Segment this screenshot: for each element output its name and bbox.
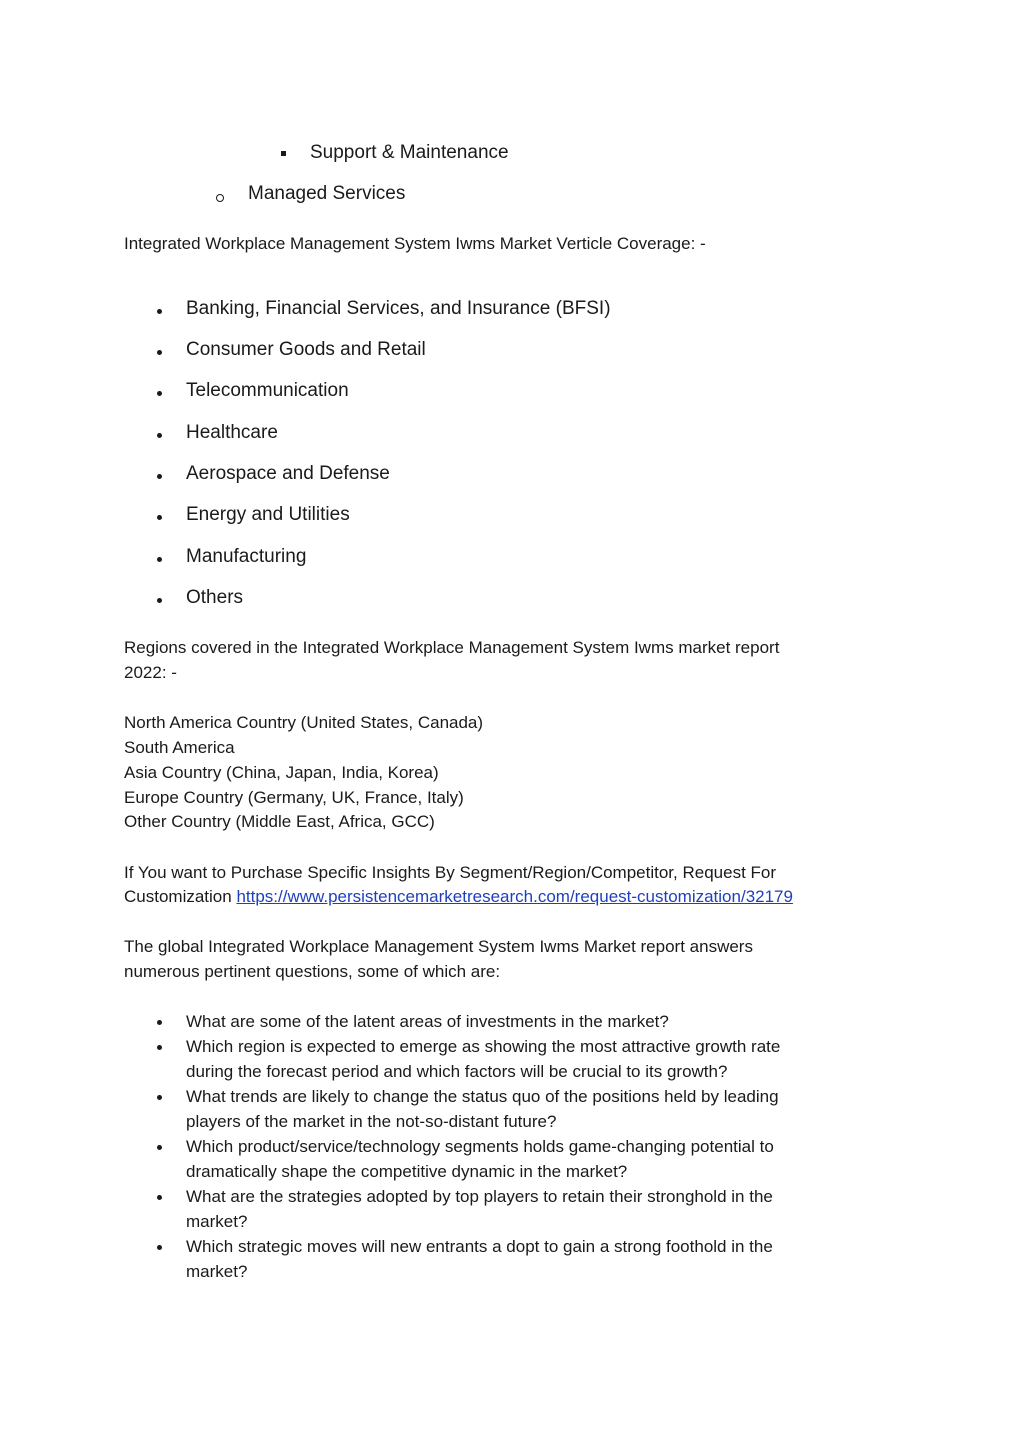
vertical-item: Aerospace and Defense — [186, 463, 390, 484]
regions-heading-line1: Regions covered in the Integrated Workplace Management System Iwms market report — [124, 638, 780, 657]
question-item: Which region is expected to emerge as showing the most attractive growth rate — [186, 1037, 781, 1056]
questions-intro-line2: numerous pertinent questions, some of which are: — [124, 962, 501, 981]
vertical-item: Manufacturing — [186, 546, 307, 567]
bullet-icon — [157, 1245, 162, 1250]
regions-heading-line2: 2022: - — [124, 663, 177, 682]
question-item: What are some of the latent areas of investments in the market? — [186, 1012, 669, 1031]
question-item: What are the strategies adopted by top players to retain their stronghold in the — [186, 1187, 773, 1206]
bullet-icon — [157, 1095, 162, 1100]
vertical-item: Consumer Goods and Retail — [186, 339, 426, 360]
region-item: Europe Country (Germany, UK, France, Italy) — [124, 788, 464, 807]
bullet-icon — [157, 474, 162, 479]
question-item: What trends are likely to change the status quo of the positions held by leading — [186, 1087, 779, 1106]
bullet-icon — [157, 433, 162, 438]
region-item: South America — [124, 738, 235, 757]
bullet-icon — [157, 309, 162, 314]
vertical-item: Healthcare — [186, 422, 278, 443]
region-item: Asia Country (China, Japan, India, Korea) — [124, 763, 439, 782]
list-item-managed-services: Managed Services — [248, 183, 406, 204]
question-item: Which strategic moves will new entrants a dopt to gain a strong foothold in the — [186, 1237, 773, 1256]
bullet-icon — [157, 598, 162, 603]
question-item: Which product/service/technology segments holds game-changing potential to — [186, 1137, 774, 1156]
question-item-continued: during the forecast period and which factors will be crucial to its growth? — [186, 1062, 728, 1081]
verticals-heading: Integrated Workplace Management System Iwms Market Verticle Coverage: - — [124, 234, 706, 253]
list-item-support-maintenance: Support & Maintenance — [310, 142, 509, 163]
question-item-continued: players of the market in the not-so-distant future? — [186, 1112, 557, 1131]
vertical-item: Banking, Financial Services, and Insurance (BFSI) — [186, 298, 611, 319]
question-item-continued: market? — [186, 1212, 248, 1231]
customization-text-line2 — [124, 888, 793, 905]
bullet-icon — [157, 1195, 162, 1200]
vertical-item: Telecommunication — [186, 380, 349, 401]
question-item-continued: dramatically shape the competitive dynamic in the market? — [186, 1162, 628, 1181]
bullet-icon — [157, 557, 162, 562]
vertical-item: Energy and Utilities — [186, 504, 350, 525]
circle-bullet-icon — [216, 194, 224, 202]
customization-link[interactable]: https://www.persistencemarketresearch.com/request-customization/32179 — [236, 887, 793, 906]
vertical-item: Others — [186, 587, 244, 608]
region-item: Other Country (Middle East, Africa, GCC) — [124, 812, 435, 831]
customization-text-line1: If You want to Purchase Specific Insights By Segment/Region/Competitor, Request For — [124, 863, 777, 882]
bullet-icon — [157, 1045, 162, 1050]
bullet-icon — [157, 1145, 162, 1150]
bullet-icon — [157, 515, 162, 520]
question-item-continued: market? — [186, 1262, 248, 1281]
region-item: North America Country (United States, Canada) — [124, 713, 484, 732]
square-bullet-icon — [281, 151, 286, 156]
bullet-icon — [157, 350, 162, 355]
questions-intro-line1: The global Integrated Workplace Management System Iwms Market report answers — [124, 937, 753, 956]
bullet-icon — [157, 1020, 162, 1025]
bullet-icon — [157, 391, 162, 396]
customization-label: Customization — [124, 887, 237, 906]
